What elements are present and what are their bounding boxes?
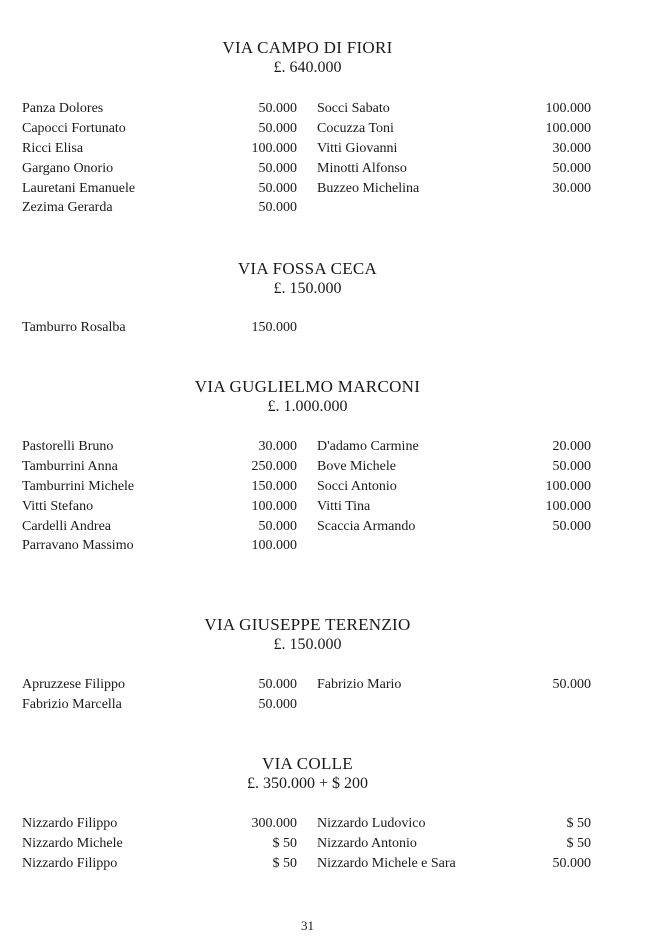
donor-row — [0, 99, 651, 119]
donor-name: Socci Antonio — [317, 478, 397, 494]
donor-amount: 50.000 — [258, 180, 297, 196]
donor-name: Socci Sabato — [317, 101, 390, 116]
donor-name: Tamburrini Anna — [22, 458, 118, 474]
donor-amount: 50.000 — [258, 200, 297, 216]
donor-name: Nizzardo Michele — [22, 835, 123, 851]
donor-amount: 30.000 — [552, 140, 591, 156]
donor-name: Nizzardo Filippo — [22, 855, 118, 871]
donor-row — [0, 477, 651, 497]
donor-name: Cocuzza Toni — [317, 120, 394, 136]
donor-amount: 100.000 — [251, 140, 297, 156]
donor-amount: 50.000 — [552, 518, 591, 534]
donor-name: Nizzardo Ludovico — [317, 816, 426, 831]
donor-name: Nizzardo Michele e Sara — [317, 855, 456, 871]
donor-amount: 50.000 — [258, 696, 297, 712]
section-title: VIA GIUSEPPE TERENZIO — [204, 615, 411, 634]
donor-row — [0, 437, 651, 457]
donor-row — [0, 119, 651, 139]
donor-amount: 20.000 — [552, 439, 591, 454]
donor-name: Apruzzese Filippo — [22, 677, 126, 692]
donor-name: Pastorelli Bruno — [22, 439, 114, 454]
donor-row — [0, 457, 651, 477]
donor-row — [0, 517, 651, 537]
donor-name: Panza Dolores — [22, 101, 104, 116]
donor-amount: 50.000 — [552, 677, 591, 692]
page-number: 31 — [301, 918, 314, 933]
donor-amount: $ 50 — [566, 835, 591, 851]
donor-amount: 150.000 — [251, 320, 297, 335]
donor-amount: 250.000 — [251, 458, 297, 474]
donor-name: Fabrizio Marcella — [22, 696, 122, 712]
donor-name: Gargano Onorio — [22, 160, 114, 176]
donor-amount: 50.000 — [258, 120, 297, 136]
donor-amount: $ 50 — [272, 835, 297, 851]
donor-row — [0, 179, 651, 199]
donor-name: Fabrizio Mario — [317, 677, 402, 692]
donor-amount: 30.000 — [552, 180, 591, 196]
donor-list — [0, 437, 651, 556]
donor-name: Vitti Tina — [317, 498, 371, 514]
donor-row — [0, 695, 651, 715]
donor-row — [0, 159, 651, 179]
section-total: £. 150.000 — [273, 636, 342, 653]
donor-name: Cardelli Andrea — [22, 518, 112, 534]
donor-name: Nizzardo Antonio — [317, 835, 417, 851]
donor-row — [0, 497, 651, 517]
donor-row — [0, 139, 651, 159]
donor-name: Tamburrini Michele — [22, 478, 135, 494]
donor-list — [0, 675, 651, 715]
donor-amount: 50.000 — [552, 855, 591, 871]
section-total: £. 640.000 — [273, 59, 342, 76]
donor-amount: 100.000 — [545, 120, 591, 136]
donor-name: Buzzeo Michelina — [317, 180, 420, 196]
donor-row — [0, 814, 651, 834]
section-title: VIA CAMPO DI FIORI — [222, 38, 393, 57]
donor-name: Lauretani Emanuele — [22, 180, 136, 196]
donor-name: Minotti Alfonso — [317, 160, 407, 176]
donor-name: Ricci Elisa — [22, 140, 84, 156]
donor-list — [0, 318, 651, 338]
donor-list — [0, 99, 651, 218]
donor-list — [0, 814, 651, 874]
donor-name: Nizzardo Filippo — [22, 816, 118, 831]
donor-name: Vitti Stefano — [22, 498, 94, 514]
donor-name: Vitti Giovanni — [317, 140, 398, 156]
donor-row — [0, 854, 651, 874]
donor-row — [0, 834, 651, 854]
donor-amount: 50.000 — [258, 101, 297, 116]
donor-name: Parravano Massimo — [22, 538, 134, 554]
section-title: VIA COLLE — [262, 754, 353, 773]
donor-name: Tamburro Rosalba — [22, 320, 126, 335]
donor-row — [0, 675, 651, 695]
donor-amount: 100.000 — [251, 498, 297, 514]
donor-row — [0, 198, 651, 218]
donor-amount: 150.000 — [251, 478, 297, 494]
donor-amount: 100.000 — [251, 538, 297, 554]
donor-amount: 50.000 — [258, 160, 297, 176]
donor-amount: 100.000 — [545, 101, 591, 116]
donor-amount: $ 50 — [566, 816, 591, 831]
donor-amount: 300.000 — [251, 816, 297, 831]
donor-amount: 50.000 — [258, 677, 297, 692]
donor-amount: 30.000 — [258, 439, 297, 454]
donor-row — [0, 318, 651, 338]
donor-amount: 50.000 — [552, 160, 591, 176]
donor-name: Zezima Gerarda — [22, 200, 113, 216]
donor-name: D'adamo Carmine — [317, 439, 419, 454]
section-title: VIA GUGLIELMO MARCONI — [194, 377, 421, 396]
donor-name: Capocci Fortunato — [22, 120, 126, 136]
section-total: £. 350.000 + $ 200 — [246, 775, 369, 792]
section-total: £. 1.000.000 — [267, 398, 348, 415]
donor-amount: $ 50 — [272, 855, 297, 871]
donor-amount: 100.000 — [545, 478, 591, 494]
donor-amount: 100.000 — [545, 498, 591, 514]
donor-name: Scaccia Armando — [317, 518, 416, 534]
donor-amount: 50.000 — [258, 518, 297, 534]
section-title: VIA FOSSA CECA — [237, 259, 378, 278]
donor-row — [0, 536, 651, 556]
section-total: £. 150.000 — [273, 280, 342, 297]
donor-amount: 50.000 — [552, 458, 591, 474]
donor-name: Bove Michele — [317, 458, 396, 474]
